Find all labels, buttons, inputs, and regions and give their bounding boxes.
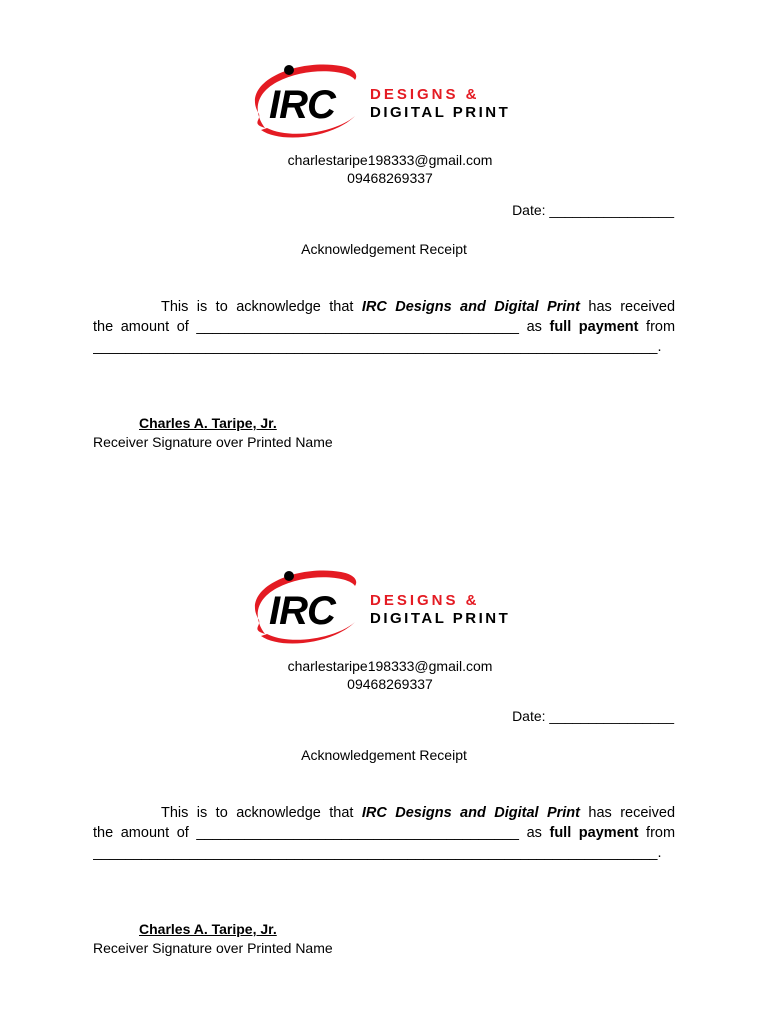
amount-of-text: the amount of	[93, 825, 189, 841]
date-label: Date:	[512, 202, 546, 218]
paragraph-line-2	[93, 317, 675, 337]
amount-of-text: the amount of	[93, 319, 189, 335]
phone-text: 09468269337	[347, 170, 433, 186]
logo-dot-icon	[284, 65, 294, 75]
signer-name: Charles A. Taripe, Jr.	[139, 415, 277, 431]
company-name: IRC Designs and Digital Print	[361, 299, 580, 315]
period-text: .	[657, 845, 662, 861]
company-name: IRC Designs and Digital Print	[361, 805, 580, 821]
has-received-text: has received	[588, 299, 676, 315]
receipt-1	[0, 0, 768, 510]
email-text: charlestaripe198333@gmail.com	[287, 152, 493, 168]
logo-line1: DESIGNS &	[370, 86, 480, 103]
as-text: as	[526, 825, 542, 841]
receipt-title: Acknowledgement Receipt	[301, 747, 467, 763]
irc-logo-graphic	[237, 558, 537, 658]
amount-blank: ________________________________________	[196, 825, 519, 841]
from-text: from	[646, 319, 676, 335]
email-text: charlestaripe198333@gmail.com	[287, 658, 493, 674]
phone-text: 09468269337	[347, 676, 433, 692]
paragraph-line-3	[93, 337, 675, 357]
amount-blank: ________________________________________	[196, 319, 519, 335]
signer-name: Charles A. Taripe, Jr.	[139, 921, 277, 937]
signature-label: Receiver Signature over Printed Name	[93, 434, 333, 450]
date-blank: ________________	[549, 202, 674, 218]
logo-line1: DESIGNS &	[370, 592, 480, 609]
has-received-text: has received	[588, 805, 676, 821]
full-payment-text: full payment	[549, 825, 639, 841]
irc-logo-graphic	[237, 52, 537, 152]
logo-mark-text: IRC	[269, 83, 335, 127]
logo-line2: DIGITAL PRINT	[370, 104, 511, 121]
paragraph-line-1	[93, 297, 675, 317]
receipt-title: Acknowledgement Receipt	[301, 241, 467, 257]
from-blank: ______________________________________________________________________	[93, 845, 658, 861]
date-blank: ________________	[549, 708, 674, 724]
logo-dot-icon	[284, 571, 294, 581]
date-row	[512, 202, 674, 218]
logo-mark-text: IRC	[269, 589, 335, 633]
from-blank: ______________________________________________________________________	[93, 339, 658, 355]
period-text: .	[657, 339, 662, 355]
irc-logo	[237, 52, 537, 152]
date-row	[512, 708, 674, 724]
full-payment-text: full payment	[549, 319, 639, 335]
as-text: as	[526, 319, 542, 335]
receipt-2	[0, 506, 768, 1016]
paragraph-line-1	[93, 803, 675, 823]
intro-text: This is to acknowledge that	[161, 299, 354, 315]
paragraph-line-2	[93, 823, 675, 843]
from-text: from	[646, 825, 676, 841]
paragraph-line-3	[93, 843, 675, 863]
signature-label: Receiver Signature over Printed Name	[93, 940, 333, 956]
irc-logo	[237, 558, 537, 658]
logo-line2: DIGITAL PRINT	[370, 610, 511, 627]
intro-text: This is to acknowledge that	[161, 805, 354, 821]
date-label: Date:	[512, 708, 546, 724]
